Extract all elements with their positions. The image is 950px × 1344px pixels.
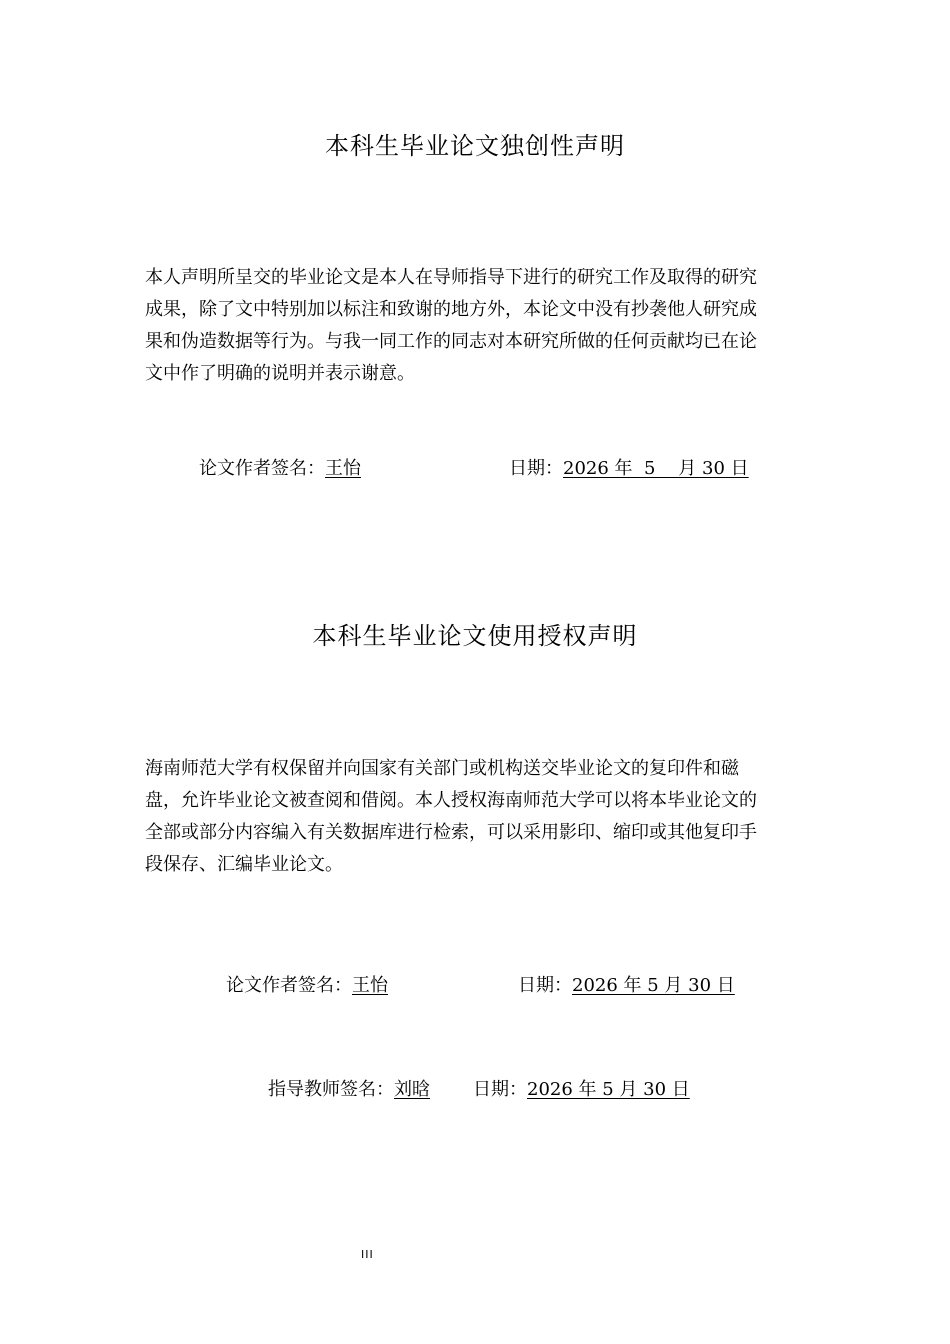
originality-declaration-body [145, 262, 807, 390]
paragraph-line: 本人声明所呈交的毕业论文是本人在导师指导下进行的研究工作及取得的研究 [145, 267, 757, 288]
authorization-declaration-body [145, 753, 807, 881]
date-label: 日期： [518, 975, 572, 996]
authorization-author-signature [226, 973, 388, 999]
authorization-author-date [518, 973, 735, 999]
page-number: III [361, 1248, 374, 1261]
author-signature-label: 论文作者签名： [199, 458, 325, 479]
paragraph-line: 成果，除了文中特别加以标注和致谢的地方外，本论文中没有抄袭他人研究成 [145, 299, 757, 320]
advisor-date [473, 1077, 690, 1103]
author-signature-name: 王怡 [352, 975, 388, 996]
paragraph-line: 果和伪造数据等行为。与我一同工作的同志对本研究所做的任何贡献均已在论 [145, 331, 757, 352]
authorization-declaration-title: 本科生毕业论文使用授权声明 [312, 622, 638, 650]
paragraph-line: 段保存、汇编毕业论文。 [145, 854, 343, 875]
advisor-signature-name: 刘晗 [394, 1079, 430, 1100]
author-signature-name: 王怡 [325, 458, 361, 479]
date-value: 2026 年 5 月 30 日 [527, 1079, 690, 1100]
originality-author-signature [199, 456, 361, 482]
author-signature-label: 论文作者签名： [226, 975, 352, 996]
date-label: 日期： [509, 458, 563, 479]
paragraph-line: 盘，允许毕业论文被查阅和借阅。本人授权海南师范大学可以将本毕业论文的 [145, 790, 757, 811]
date-value: 2026 年 5 月 30 日 [563, 458, 749, 479]
date-value: 2026 年 5 月 30 日 [572, 975, 735, 996]
originality-date [509, 456, 749, 482]
originality-declaration-title: 本科生毕业论文独创性声明 [325, 132, 625, 160]
date-label: 日期： [473, 1079, 527, 1100]
paragraph-line: 文中作了明确的说明并表示谢意。 [145, 363, 415, 384]
advisor-signature-label: 指导教师签名： [268, 1079, 394, 1100]
paragraph-line: 海南师范大学有权保留并向国家有关部门或机构送交毕业论文的复印件和磁 [145, 758, 739, 779]
advisor-signature [268, 1077, 430, 1103]
paragraph-line: 全部或部分内容编入有关数据库进行检索，可以采用影印、缩印或其他复印手 [145, 822, 757, 843]
